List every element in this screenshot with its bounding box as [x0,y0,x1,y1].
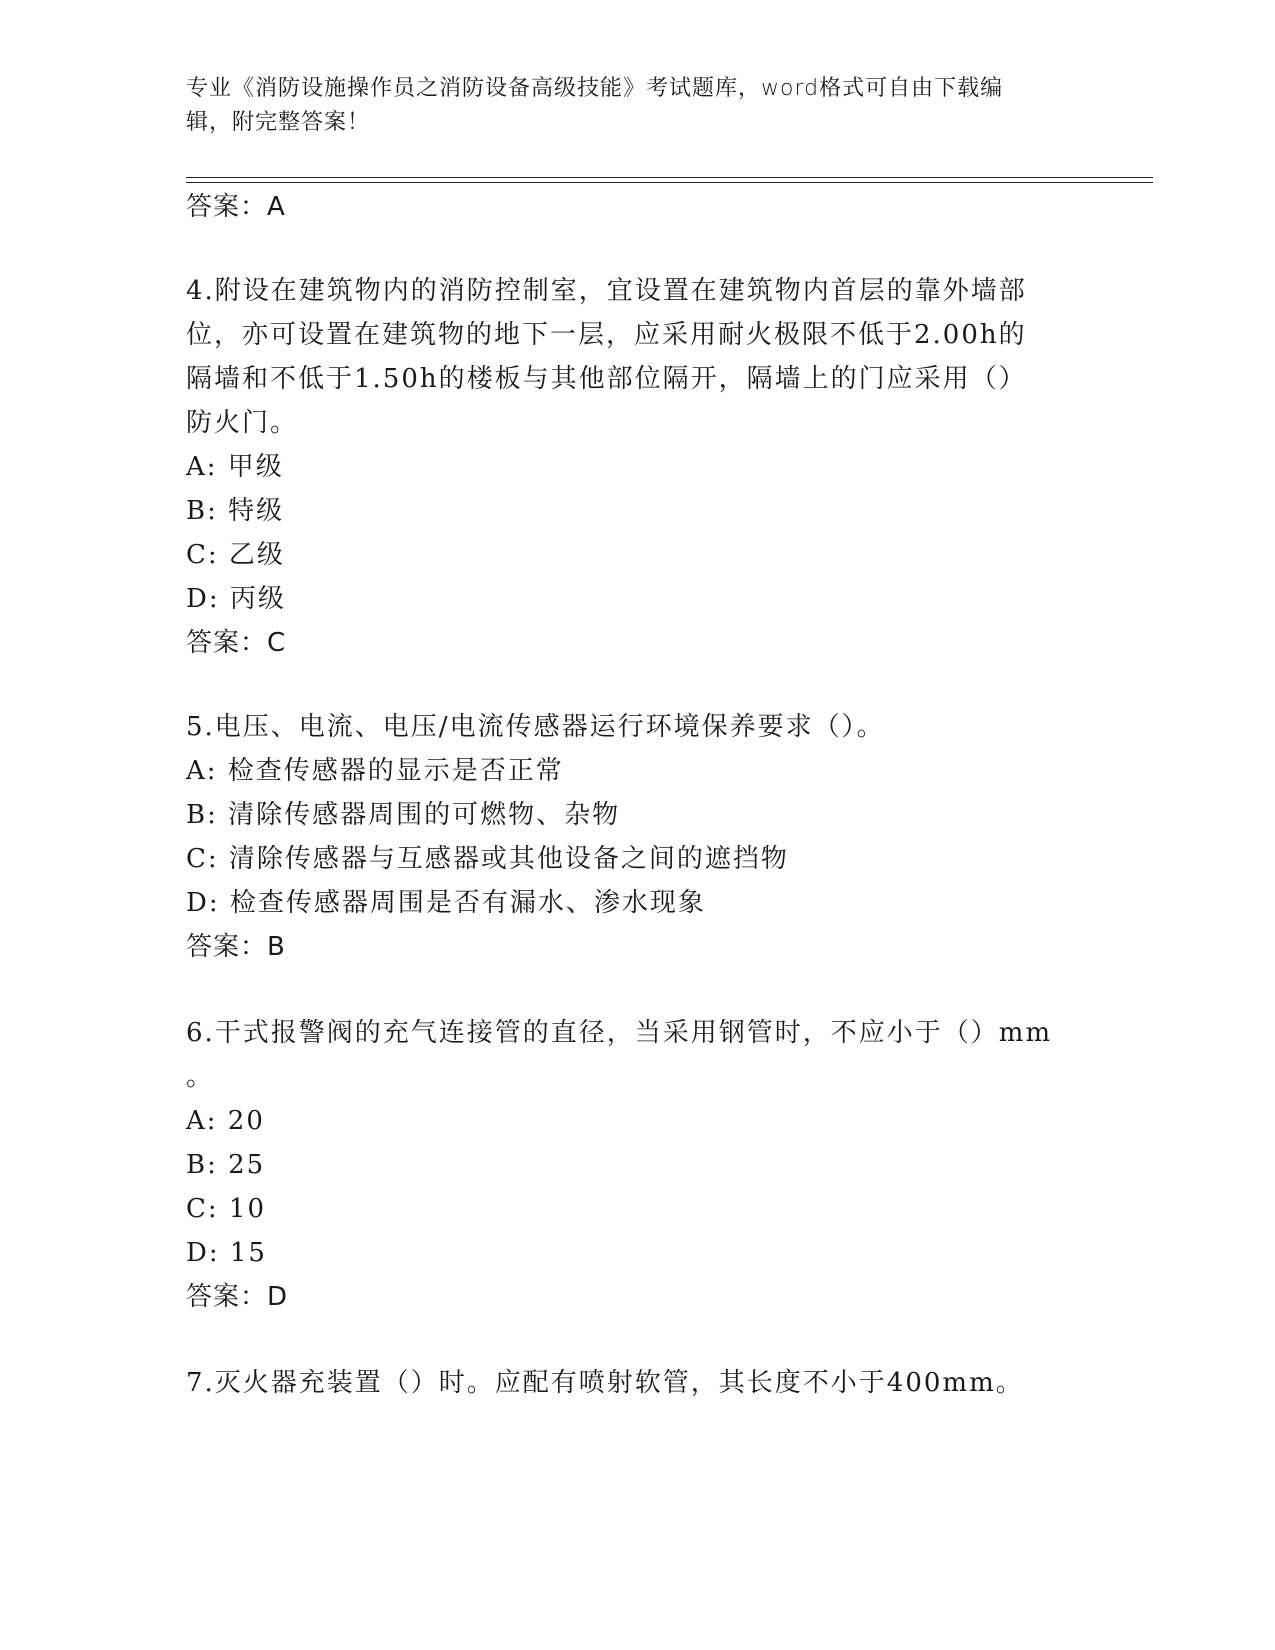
header-rule-bottom [186,182,1153,183]
header-line-1: 专业《消防设施操作员之消防设备高级技能》考试题库，word格式可自由下载编 [186,76,1004,101]
document-header [186,72,1086,140]
option-b: B: 特级 [186,496,285,526]
option-d: D: 丙级 [186,584,286,614]
option-b: B: 25 [186,1150,266,1180]
answer-prev: 答案：A [186,192,286,222]
option-d: D: 15 [186,1238,267,1268]
option-c: C: 10 [186,1194,267,1224]
option-c: C: 清除传感器与互感器或其他设备之间的遮挡物 [186,844,789,874]
answer: 答案：B [186,932,286,962]
question-stem-line: 隔墙和不低于1.50h的楼板与其他部位隔开，隔墙上的门应采用（） [186,364,1027,394]
question-stem-line: 5.电压、电流、电压/电流传感器运行环境保养要求（）。 [186,712,885,742]
option-a: A: 20 [186,1106,265,1136]
header-line-2: 辑，附完整答案！ [186,110,371,135]
question-stem-line: 4.附设在建筑物内的消防控制室，宜设置在建筑物内首层的靠外墙部 [186,276,1027,306]
answer: 答案：C [186,628,287,658]
answer: 答案：D [186,1282,289,1312]
header-rule-top [186,177,1153,178]
option-a: A: 检查传感器的显示是否正常 [186,756,564,786]
option-b: B: 清除传感器周围的可燃物、杂物 [186,800,621,830]
question-stem-line: 防火门。 [186,408,299,438]
option-a: A: 甲级 [186,452,284,482]
question-stem-line: 。 [186,1062,215,1092]
option-c: C: 乙级 [186,540,285,570]
option-d: D: 检查传感器周围是否有漏水、渗水现象 [186,888,706,918]
question-stem-line: 6.干式报警阀的充气连接管的直径，当采用钢管时，不应小于（）mm [186,1018,1053,1048]
question-stem-line: 位，亦可设置在建筑物的地下一层，应采用耐火极限不低于2.00h的 [186,320,1027,350]
question-stem-line: 7.灭火器充装置（）时。应配有喷射软管，其长度不小于400mm。 [186,1368,1024,1398]
